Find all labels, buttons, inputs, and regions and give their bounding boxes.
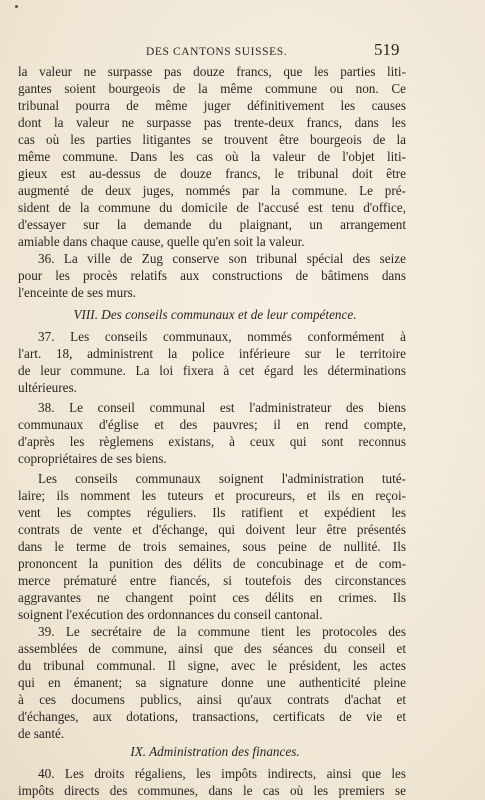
text-line: Les conseils communaux soignent l'administration tuté- bbox=[38, 471, 406, 486]
text-line: 36. La ville de Zug conserve son tribunal spécial des seize bbox=[38, 251, 406, 266]
text-line: l'enceinte de ses murs. bbox=[18, 285, 137, 300]
running-head: DES CANTONS SUISSES. bbox=[146, 46, 288, 58]
text-line: laire; ils nomment les tuteurs et procureurs, et ils en reçoi- bbox=[18, 488, 406, 503]
text-line: gieux est au-dessus de douze francs, le tribunal doit être bbox=[18, 166, 406, 181]
text-line: 39. Le secrétaire de la commune tient les protocoles des bbox=[38, 624, 406, 639]
text-line: impôts directs des communes, dans le cas où les premiers se bbox=[18, 783, 406, 798]
text-line: tribunal pourra de même juger définitivement les causes bbox=[18, 98, 406, 113]
text-line: d'essayer sur la demande du plaignant, un arrangement bbox=[18, 217, 406, 232]
text-line: amiable dans chaque cause, quelle qu'en soit la valeur. bbox=[18, 234, 305, 249]
text-line: augmenté de deux juges, nommés par la commune. Le pré- bbox=[18, 183, 406, 198]
text-line: merce prématuré entre fiancés, si toutefois des circonstances bbox=[18, 573, 406, 588]
section-heading-ix: IX. Administration des finances. bbox=[130, 744, 300, 759]
page-number: 519 bbox=[374, 40, 400, 59]
text-line: à ces documens publics, ainsi qu'aux contrats d'achat et bbox=[18, 692, 406, 707]
text-line: de leur commune. La loi fixera à cet égard les déterminations bbox=[18, 363, 406, 378]
text-line: cas où les parties litigantes se trouvent être bourgeois de la bbox=[18, 132, 406, 147]
text-line: 40. Les droits régaliens, les impôts indirects, ainsi que les bbox=[38, 766, 406, 781]
text-line: ultérieures. bbox=[18, 380, 77, 395]
text-line: 38. Le conseil communal est l'administrateur des biens bbox=[38, 400, 406, 415]
text-line: d'après les règlemens existans, à ceux qui sont reconnus bbox=[18, 434, 406, 449]
text-line: vent les comptes réguliers. Ils ratifient et expédient les bbox=[18, 505, 406, 520]
text-line: gantes soient bourgeois de la même commune ou non. Ce bbox=[18, 81, 406, 96]
text-line: d'échanges, aux dotations, transactions, certificats de vie et bbox=[18, 709, 406, 724]
text-line: dont la valeur ne surpasse pas trente-deux francs, dans les bbox=[18, 115, 406, 130]
text-line: pour les procès relatifs aux constructions de bâtimens dans bbox=[18, 268, 406, 283]
section-heading-viii: VIII. Des conseils communaux et de leur compétence. bbox=[73, 307, 357, 322]
text-line: aggravantes ne changent point ces délits en crimes. Ils bbox=[18, 590, 406, 605]
text-line: contrats de vente et d'échange, qui doivent leur être présentés bbox=[18, 522, 406, 537]
text-line: dans le terme de trois semaines, sous peine de nullité. Ils bbox=[18, 539, 406, 554]
text-line: 37. Les conseils communaux, nommés conformément à bbox=[38, 329, 406, 344]
text-line: copropriétaires de ses biens. bbox=[18, 451, 167, 466]
text-line: l'art. 18, administrent la police inférieure sur le territoire bbox=[18, 346, 406, 361]
text-line: sident de la commune du domicile de l'accusé est tenu d'office, bbox=[18, 200, 406, 215]
text-line: soignent l'exécution des ordonnances du conseil cantonal. bbox=[18, 607, 323, 622]
text-line: la valeur ne surpasse pas douze francs, que les parties liti- bbox=[18, 64, 406, 79]
text-line: qui en émanent; sa signature donne une authenticité pleine bbox=[18, 675, 406, 690]
text-line: du tribunal communal. Il signe, avec le président, les actes bbox=[18, 658, 406, 673]
text-line: même commune. Dans les cas où la valeur de l'objet liti- bbox=[18, 149, 406, 164]
text-line: assemblées de commune, ainsi que des séances du conseil et bbox=[18, 641, 406, 656]
text-line: communaux d'église et des pauvres; il en rend compte, bbox=[18, 417, 406, 432]
text-line: prononcent la punition des délits de concubinage et de com- bbox=[18, 556, 406, 571]
text-line: de santé. bbox=[18, 726, 65, 741]
